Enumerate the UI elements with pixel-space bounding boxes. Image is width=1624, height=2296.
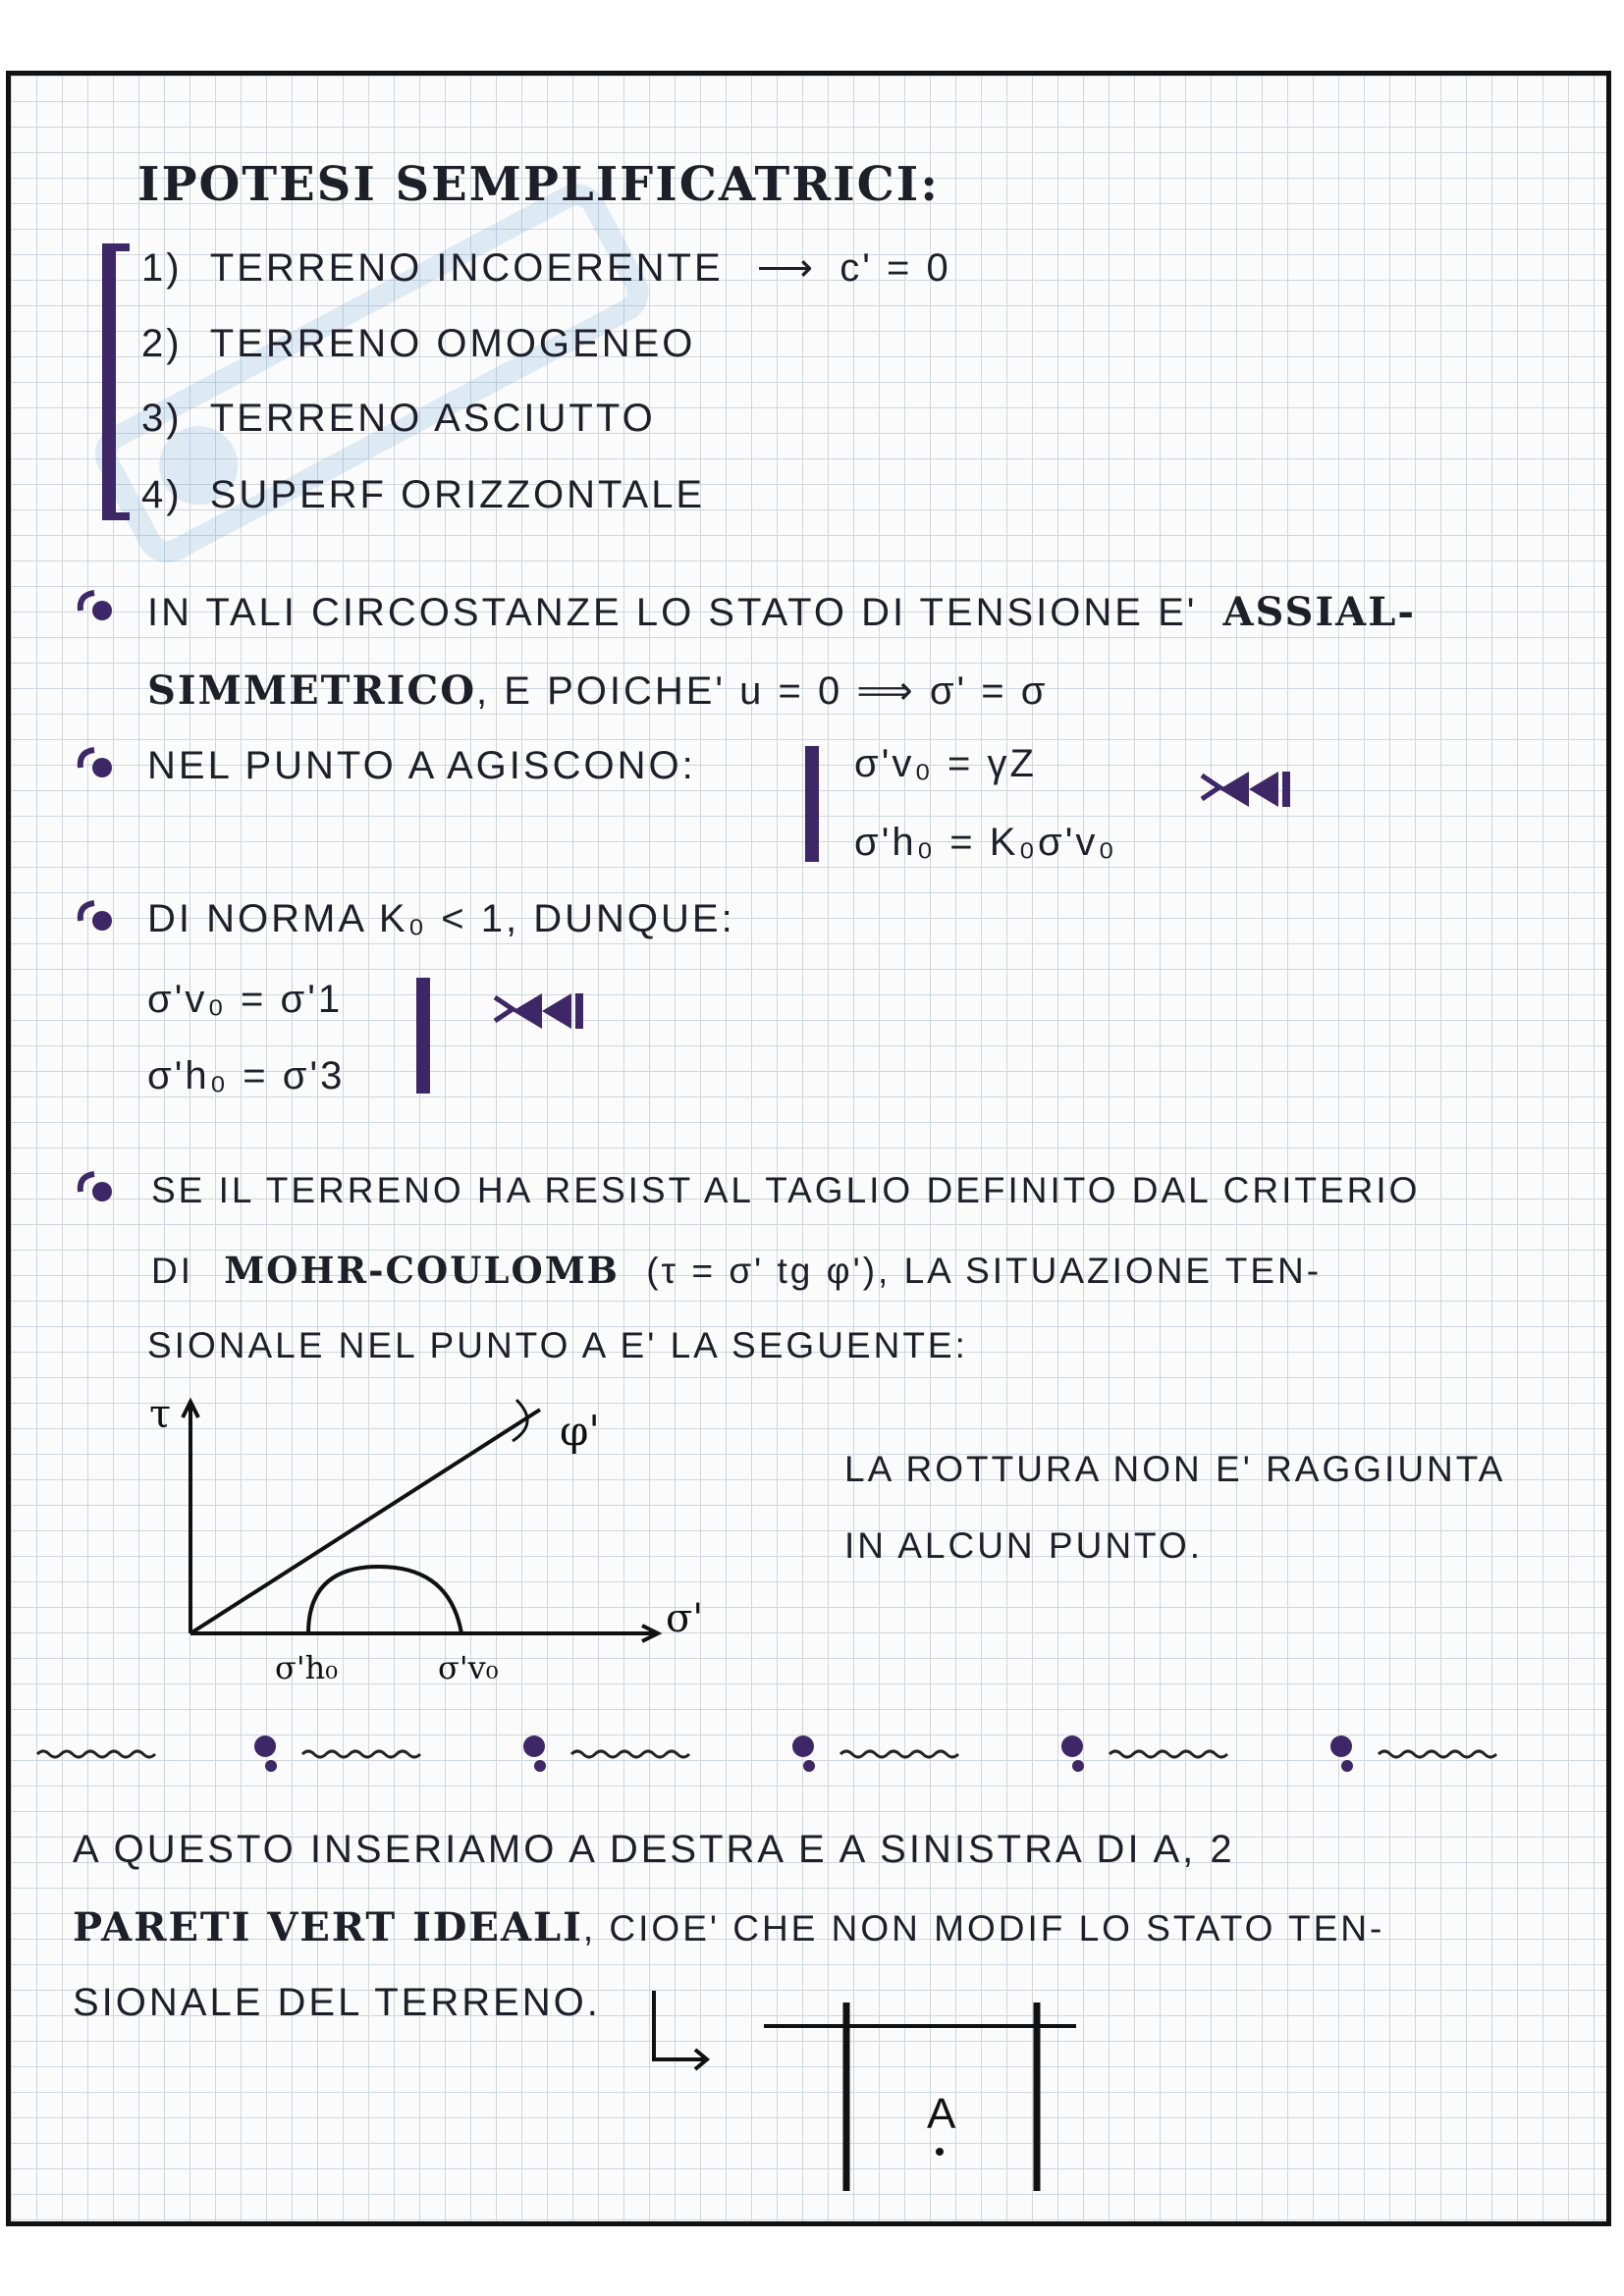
mohr-circle bbox=[308, 1567, 461, 1633]
paragraph-4-line-3: SIONALE NEL PUNTO A E' LA SEGUENTE: bbox=[147, 1325, 968, 1365]
paragraph-4-line-2 bbox=[151, 1249, 1322, 1292]
angle-label: φ' bbox=[560, 1407, 600, 1455]
bullet-icon bbox=[77, 589, 116, 622]
paragraph-5-line-2 bbox=[73, 1904, 1384, 1950]
hypothesis-number: 1) bbox=[141, 246, 183, 290]
bullet-icon bbox=[77, 746, 116, 779]
hypotheses-bracket bbox=[102, 243, 116, 520]
paragraph-text: (τ = σ' tg φ'), LA SITUAZIONE TEN- bbox=[646, 1251, 1323, 1291]
hypothesis-result: c' = 0 bbox=[839, 246, 951, 290]
tau-axis-label: τ bbox=[149, 1392, 172, 1437]
diagram-note-line-2: IN ALCUN PUNTO. bbox=[844, 1525, 1204, 1566]
emphasis-text: SIMMETRICO bbox=[147, 667, 477, 714]
paragraph-5-line-3: SIONALE DEL TERRENO. bbox=[73, 1981, 601, 2024]
hypothesis-text: TERRENO INCOERENTE bbox=[209, 246, 724, 290]
mohr-circle-diagram bbox=[128, 1392, 704, 1688]
paragraph-text: , CIOE' CHE NON MODIF LO STATO TEN- bbox=[582, 1908, 1385, 1949]
emphasis-text: MOHR-COULOMB bbox=[224, 1249, 620, 1292]
bullet-icon bbox=[77, 1170, 116, 1203]
hypothesis-4 bbox=[141, 473, 705, 517]
page-title: IPOTESI SEMPLIFICATRICI: bbox=[137, 157, 940, 212]
hypothesis-text: SUPERF ORIZZONTALE bbox=[209, 473, 706, 516]
equations-bracket bbox=[805, 746, 819, 862]
bullet-icon bbox=[77, 899, 116, 933]
hypothesis-3 bbox=[141, 397, 656, 441]
hypothesis-text: TERRENO ASCIUTTO bbox=[209, 397, 656, 440]
hypothesis-number: 3) bbox=[141, 397, 183, 440]
equation-sigma-1: σ'v₀ = σ'1 bbox=[147, 978, 344, 1021]
emphasis-text: PARETI VERT IDEALI bbox=[73, 1904, 583, 1950]
wavy-separator bbox=[37, 1733, 1589, 1772]
bracket-bottom-cap bbox=[102, 512, 130, 520]
hypothesis-text: TERRENO OMOGENEO bbox=[209, 322, 696, 365]
paragraph-1-line-2 bbox=[147, 667, 1048, 714]
hypothesis-number: 4) bbox=[141, 473, 183, 516]
tick-label-sigma-v0: σ'v₀ bbox=[438, 1649, 499, 1686]
hypothesis-1 bbox=[141, 245, 951, 291]
sigma-axis-label: σ' bbox=[666, 1596, 704, 1641]
tick-label-sigma-h0: σ'h₀ bbox=[275, 1649, 339, 1686]
ideal-walls-diagram bbox=[648, 1983, 1080, 2209]
rewind-arrows-icon bbox=[491, 986, 589, 1035]
arrow-right-icon: ⟶ bbox=[756, 246, 817, 290]
equation-sigma-h0: σ'h₀ = K₀σ'v₀ bbox=[854, 821, 1117, 864]
paragraph-4-line-1: SE IL TERRENO HA RESIST AL TAGLIO DEFINITO DAL CRITERIO bbox=[151, 1170, 1421, 1210]
point-a-marker bbox=[936, 2148, 944, 2156]
paragraph-text: IN TALI CIRCOSTANZE LO STATO DI TENSIONE E' bbox=[147, 591, 1198, 634]
diagram-note-line-1: LA ROTTURA NON E' RAGGIUNTA bbox=[844, 1449, 1506, 1489]
paragraph-1-line-1 bbox=[147, 589, 1416, 635]
paragraph-3-lead: DI NORMA K₀ < 1, DUNQUE: bbox=[147, 897, 735, 940]
equation-sigma-v0: σ'v₀ = γZ bbox=[854, 742, 1037, 785]
paragraph-5-line-1: A QUESTO INSERIAMO A DESTRA E A SINISTRA DI A, 2 bbox=[73, 1828, 1235, 1871]
principal-stress-bracket bbox=[416, 978, 430, 1094]
hypothesis-2 bbox=[141, 322, 695, 366]
point-a-label: A bbox=[927, 2090, 956, 2138]
paragraph-2-lead: NEL PUNTO A AGISCONO: bbox=[147, 744, 696, 787]
paragraph-text: DI bbox=[151, 1251, 193, 1291]
rewind-arrows-icon bbox=[1198, 764, 1296, 813]
pointer-arrow-icon bbox=[654, 1991, 707, 2059]
emphasis-text: ASSIAL- bbox=[1222, 589, 1416, 635]
bracket-top-cap bbox=[102, 243, 130, 251]
equation-sigma-3: σ'h₀ = σ'3 bbox=[147, 1054, 346, 1097]
failure-envelope bbox=[190, 1410, 540, 1633]
hypothesis-number: 2) bbox=[141, 322, 183, 365]
paragraph-text: , E POICHE' u = 0 ⟹ σ' = σ bbox=[476, 669, 1049, 713]
